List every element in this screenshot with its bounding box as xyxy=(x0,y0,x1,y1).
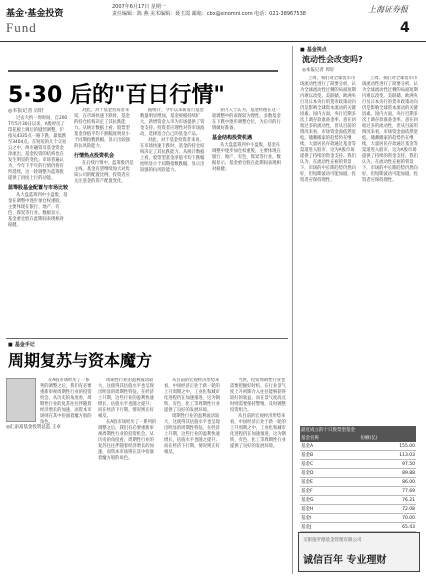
lead-column-2: 对此，对于基金投资者来说，在市场快速下跌时，基金的持仓结构决定了其抗跌能力。从统计数据上看，股票型基金净值平均下跌幅度明显小于同期指数跌幅，显示出较强的抗风险能力。 行情热点投资机会 在后续行情中，蓝筹股仍是主线，基金有望继续加大对优质公司的配置比例，投资者应关注基金的资产配置变化。 xyxy=(74,108,134,184)
author-caption: ◎汇添富基金投资总监 王卓 xyxy=(6,425,61,430)
ad-slogan: 诚信百年 专业理财 xyxy=(303,555,387,566)
table-header: 基金名称 xyxy=(300,434,359,442)
section-divider xyxy=(6,338,288,339)
table-row: 基金J 65.43 xyxy=(301,524,415,530)
table-row: 基金F 77.69 xyxy=(301,488,415,494)
column-divider xyxy=(292,46,293,574)
divider xyxy=(8,70,278,72)
page-header xyxy=(0,0,426,42)
second-column-3: 从目前的宏观经济形势来看，中国经济正处于新一轮的上升周期之中，工业化和城市化进程仍在加速推进，这为钢铁、有色、化工等周期性行业提供了良好的发展环境。 周期性行业的盈利波动较大，这使得其估值水平也呈现出明显的周期性特征。在经济上升期，这些行业的盈利快速增长，估值水平也随之提升；而在经济下行期，情况则正好相反。 xyxy=(164,378,220,455)
section-title: 基金·基金投资 xyxy=(6,9,64,19)
table-row: 基金G 76.21 xyxy=(301,497,415,503)
table-row: 基金H 72.08 xyxy=(301,506,415,512)
right-column-1: 上周，我们对全球货币市场流动性进行了简要分析，认为全球流动性过剩的局面短期内难以改变。美联储、欧洲央行及日本央行的货币政策动向仍是影响全球资本流动的关键因素。国内方面，央行近期多次上调存款准备金率，意在回收过多的流动性，但从目前的情况来看，市场资金面依然宽松。储蓄搬家的趋势仍在继续，大量居民存款通过基金等渠道进入股市，这为A股市场提供了持续的资金支持。我们认为，在流动性充裕的背景下，市场的中长期趋势仍然向好，但短期波动可能加剧，投资者应保持理性。 xyxy=(300,76,356,183)
lead-byline: ◎本报记者 周轩 xyxy=(8,108,44,114)
header-meta: 2007年6月17日 星期一 责任编辑：陈 燕 美术编辑：聂玉霞 邮箱：cbx@sinomni.com 电话：021-38967538 xyxy=(112,4,306,17)
second-tag: ■ 基金手记 xyxy=(8,341,35,348)
table-title: 最近成立的十只股票型基金 xyxy=(300,426,416,434)
table-row: 基金C 97.50 xyxy=(301,461,415,467)
newspaper-logo: 上海证券报 xyxy=(368,5,408,14)
table-row: 基金A 155.00 xyxy=(301,443,415,449)
lead-column-1: ◎本报记者 周轩 过去大约一周时间，自2007年5月30日以来，A股经历了印花税上调后的剧烈调整，沪指从4335点一路下跌，最低跌至3404点。在短短的几个交易日之中，两市融资及基金资金净流出，基金投资的结构也在发生明显的变化。市场普遍认为，今年下半年的行情仍将有所延续，这一轮调整为蓝筹股提供了再度上行的动能。 蓝筹股基金配置与市场比较 从大盘蓝筹到中小盘股，基金在调整中逐步加仓权重股，主要体现在银行、地产、有色、煤炭等行业。数据显示，基金重仓股在此期间表现相对稳健。 xyxy=(8,108,68,228)
right-tag: ■ 基金视点 xyxy=(300,46,327,53)
section-title-en: Fund xyxy=(6,20,37,35)
second-headline: 周期复苏与资本魔方 xyxy=(8,351,153,370)
table-row: 基金E 86.00 xyxy=(301,479,415,485)
table-header: 份额(亿) xyxy=(359,434,416,442)
page-number: 4 xyxy=(400,20,410,36)
lead-column-4: 业内人士认为，基金经理在这一轮调整中的表现较为理性，多数基金在下跌中逐步调整仓位，为后市的行情做好准备。 基金结构投资机遇 从大盘蓝筹到中小盘股，基金在调整中逐步加仓权重股，主要体现在银行、地产、有色、煤炭等行业。数据显示，基金重仓股在此期间表现相对稳健。 xyxy=(212,108,281,172)
second-column-4: 当然，投资周期性行业也需要把握好时机。在行业景气度上升初期介入往往能够获得较好的收益，而在景气度高点时则需要保持警惕，及时调整投资组合。 从目前的宏观经济形势来看，中国经济正处于新一轮的上升周期之中，工业化和城市化进程仍在加速推进，这为钢铁、有色、化工等周期性行业提供了良好的发展环境。 xyxy=(230,378,286,449)
right-column-2: 上周，我们对全球货币市场流动性进行了简要分析，认为全球流动性过剩的局面短期内难以改变。美联储、欧洲央行及日本央行的货币政策动向仍是影响全球资本流动的关键因素。国内方面，央行近期多次上调存款准备金率，意在回收过多的流动性，但从目前的情况来看，市场资金面依然宽松。储蓄搬家的趋势仍在继续，大量居民存款通过基金等渠道进入股市，这为A股市场提供了持续的资金支持。我们认为，在流动性充裕的背景下，市场的中长期趋势仍然向好，但短期波动可能加剧，投资者应保持理性。 xyxy=(362,76,418,183)
lead-column-3: 据统计，今年以来新发行基金数量明显增加，基金规模持续扩大，新增资金入市为市场提供了资金支持。投资者应理性对待市场波动，选择适合自己的基金产品。 对此，对于基金投资者来说，在市场快速下跌时，基金的持仓结构决定了其抗跌能力。从统计数据上看，股票型基金净值平均下跌幅度明显小于同期指数跌幅，显示出较强的抗风险能力。 xyxy=(140,108,205,173)
right-headline: 流动性会改变吗? xyxy=(302,55,363,64)
second-column-2: 周期性行业的盈利波动较大，这使得其估值水平也呈现出明显的周期性特征。在经济上升期，这些行业的盈利快速增长，估值水平也随之提升；而在经济下行期，情况则正好相反。 在A股市场经历了一系列的调整之后，我们有必要重新审视周期性行业的投资机会。从历史的角度看，周期性行业的复苏往往伴随着经济增长的加速，而资本市场则在其中扮演着魔方般的角色。 xyxy=(98,378,157,461)
ad-company: 交银施罗德基金管理有限公司 xyxy=(303,538,362,543)
right-byline: ◎本报记者 周轩 xyxy=(302,68,335,73)
second-column-1: 在A股市场经历了一系列的调整之后，我们有必要重新审视周期性行业的投资机会。从历史的角度看，周期性行业的复苏往往伴随着经济增长的加速，而资本市场则在其中扮演着魔方般的角色。 xyxy=(40,378,92,425)
advertisement[interactable] xyxy=(298,532,420,572)
table-row: 基金I 70.00 xyxy=(301,515,415,521)
table-row: 基金D 89.88 xyxy=(301,470,415,476)
lead-headline: 5·30 后的"百日行情" xyxy=(8,83,225,108)
table-row: 基金B 113.03 xyxy=(301,452,415,458)
fund-table xyxy=(300,426,416,532)
author-photo xyxy=(6,378,36,422)
